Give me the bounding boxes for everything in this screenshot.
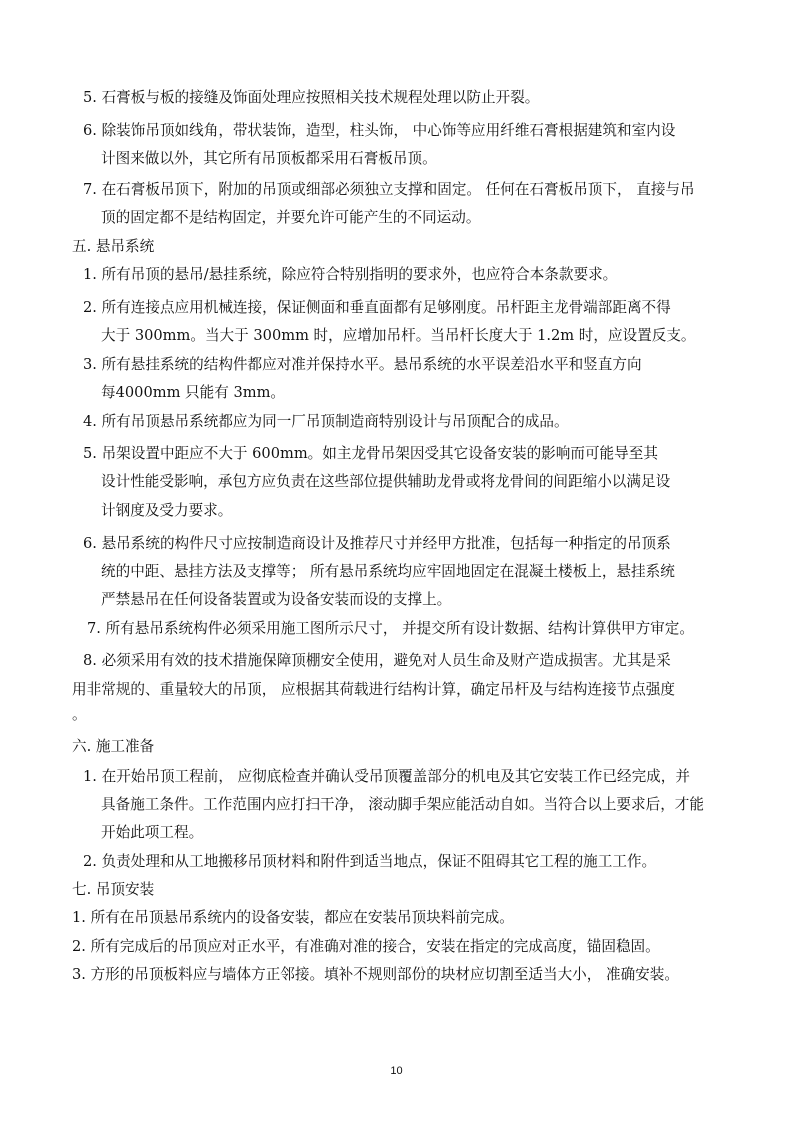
text-line: 2. 所有连接点应用机械连接，保证侧面和垂直面都有足够刚度。吊杆距主龙骨端部距离不得 [83, 299, 671, 316]
text-line: 计钢度及受力要求。 [101, 502, 233, 519]
text-line: 1. 所有吊顶的悬吊/悬挂系统，除应符合特别指明的要求外，也应符合本条款要求。 [83, 266, 618, 283]
section-heading: 七. 吊顶安装 [72, 881, 155, 898]
text-line: 顶的固定都不是结构固定，并要允许可能产生的不同运动。 [101, 209, 481, 226]
text-line: 2. 所有完成后的吊顶应对正水平，有准确对准的接合，安装在指定的完成高度，锚固稳固。 [72, 938, 660, 955]
text-line: 5. 吊架设置中距应不大于 600mm。如主龙骨吊架因受其它设备安装的影响而可能导至其 [83, 445, 658, 462]
text-line: 用非常规的、重量较大的吊顶， 应根据其荷载进行结构计算，确定吊杆及与结构连接节点强度 [72, 681, 675, 698]
text-line: 每4000mm 只能有 3mm。 [101, 384, 286, 401]
text-line: 严禁悬吊在任何设备装置或为设备安装而设的支撑上。 [101, 591, 452, 608]
text-line: 计图来做以外，其它所有吊顶板都采用石膏板吊顶。 [101, 150, 437, 167]
text-line: 8. 必须采用有效的技术措施保障顶棚安全使用，避免对人员生命及财产造成损害。尤其是采 [83, 652, 671, 669]
text-line: 大于 300mm。当大于 300mm 时，应增加吊杆。当吊杆长度大于 1.2m 时，应设置反支。 [101, 327, 696, 344]
text-line: 统的中距、悬挂方法及支撑等； 所有悬吊系统均应牢固地固定在混凝土楼板上，悬挂系统 [101, 563, 675, 580]
text-line: 。 [72, 706, 87, 723]
section-heading: 五. 悬吊系统 [72, 238, 155, 255]
text-line: 6. 悬吊系统的构件尺寸应按制造商设计及推荐尺寸并经甲方批准，包括每一种指定的吊顶系 [83, 535, 671, 552]
text-line: 6. 除装饰吊顶如线角，带状装饰，造型，柱头饰， 中心饰等应用纤维石膏根据建筑和室内设 [83, 122, 676, 139]
text-line: 1. 在开始吊顶工程前， 应彻底检查并确认受吊顶覆盖部分的机电及其它安装工作已经完成，并 [83, 768, 690, 785]
text-line: 设计性能受影响，承包方应负责在这些部位提供辅助龙骨或将龙骨间的间距缩小以满足设 [101, 473, 671, 490]
page-number: 10 [390, 1065, 403, 1077]
text-line: 3. 方形的吊顶板料应与墙体方正邻接。填补不规则部份的块材应切割至适当大小， 准确安装。 [72, 966, 679, 983]
text-line: 具备施工条件。工作范围内应打扫干净， 滚动脚手架应能活动自如。当符合以上要求后，才能 [101, 796, 704, 813]
text-line: 3. 所有悬挂系统的结构件都应对准并保持水平。悬吊系统的水平误差沿水平和竖直方向 [83, 356, 642, 373]
text-line: 7. 所有悬吊系统构件必须采用施工图所示尺寸， 并提交所有设计数据、结构计算供甲方审定。 [87, 620, 694, 637]
text-line: 4. 所有吊顶悬吊系统都应为同一厂吊顶制造商特别设计与吊顶配合的成品。 [83, 413, 569, 430]
text-line: 2. 负责处理和从工地搬移吊顶材料和附件到适当地点，保证不阻碍其它工程的施工工作。 [83, 853, 657, 870]
text-line: 7. 在石膏板吊顶下，附加的吊顶或细部必须独立支撑和固定。 任何在石膏板吊顶下， 直接与吊 [83, 181, 695, 198]
text-line: 1. 所有在吊顶悬吊系统内的设备安装，都应在安装吊顶块料前完成。 [72, 909, 514, 926]
text-line: 5. 石膏板与板的接缝及饰面处理应按照相关技术规程处理以防止开裂。 [83, 89, 540, 106]
section-heading: 六. 施工准备 [72, 738, 155, 755]
text-line: 开始此项工程。 [101, 824, 204, 841]
